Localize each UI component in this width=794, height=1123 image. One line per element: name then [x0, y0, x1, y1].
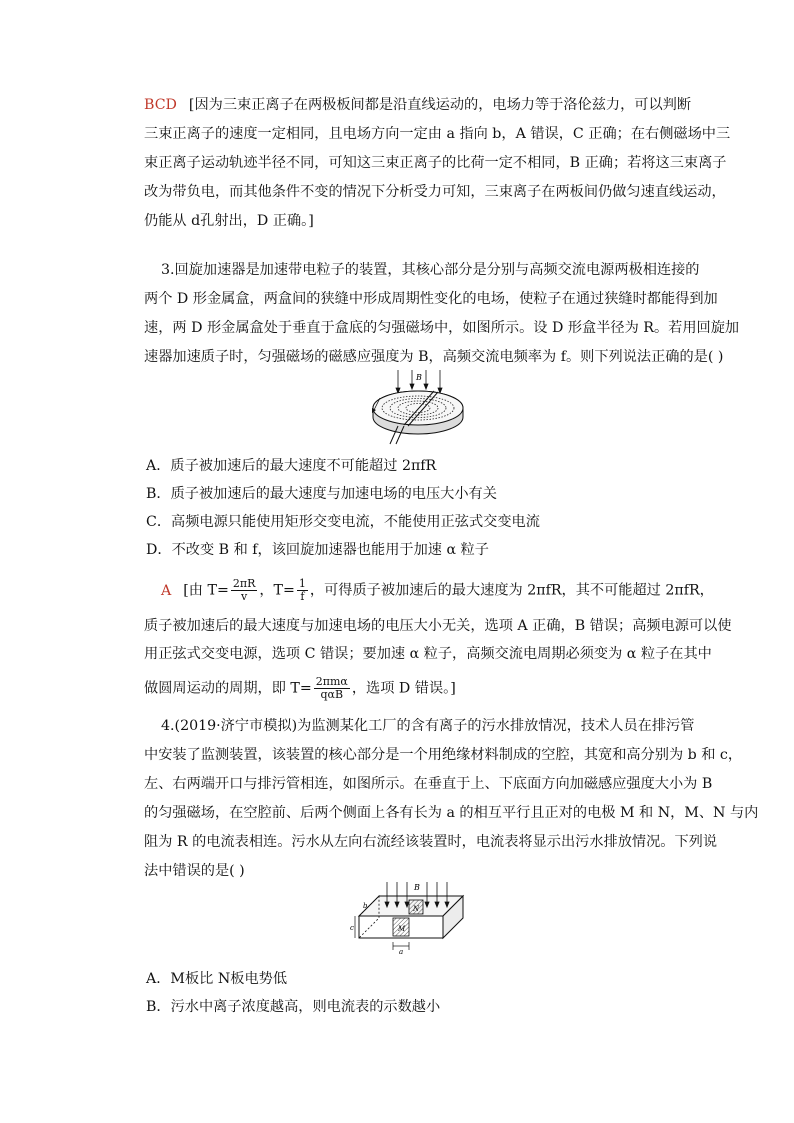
- q3-option-c: C．高频电源只能使用矩形交变电流，不能使用正弦式交变电流: [146, 514, 540, 530]
- q4-line-5: 阻为 R 的电流表相连。污水从左向右流经该装置时，电流表将显示出污水排放情况。下列说: [144, 834, 718, 850]
- p1-line-4: 改为带负电，而其他条件不变的情况下分析受力可知，三束离子在两板间仍做匀速直线运动，: [144, 184, 726, 200]
- p1-answer: BCD: [144, 97, 177, 113]
- q3-answer-line-3: 用正弦式交变电源，选项 C 错误；要加速 α 粒子，高频交流电周期必须变为 α 粒子在其中: [144, 646, 712, 662]
- q3-option-d: D．不改变 B 和 f，该回旋加速器也能用于加速 α 粒子: [146, 542, 489, 558]
- q3-line-4: 速器加速质子时，匀强磁场的磁感应强度为 B，高频交流电频率为 f。则下列说法正确的是( ): [144, 349, 724, 365]
- cyclotron-figure: [360, 368, 480, 448]
- p1-line-2: 三束正离子的速度一定相同，且电场方向一定由 a 指向 b，A 错误，C 正确；在右侧磁场中三: [144, 126, 731, 142]
- q3-option-a: A．质子被加速后的最大速度不可能超过 2πfR: [146, 458, 437, 474]
- p1-line-5: 仍能从 d孔射出，D 正确。]: [144, 213, 314, 229]
- length-a-label: a: [399, 948, 404, 956]
- q3-answer-line-4: 做圆周运动的周期，即 T= $\frac{\text{2πmα}}{\text{qαB}}$ ，选项 D 错误。]: [144, 675, 456, 701]
- q3-line-2: 两个 D 形金属盒，两盒间的狭缝中形成周期性变化的电场，使粒子在通过狭缝时都能得到加: [144, 291, 718, 307]
- fraction-t-3: $\frac{\text{2πmα}}{\text{qαB}}$: [315, 675, 348, 701]
- flowmeter-field-label: B: [414, 883, 420, 892]
- fraction-t-1: $\frac{2\pi R}{v}$: [232, 577, 256, 603]
- q3-answer-line-2: 质子被加速后的最大速度与加速电场的电压大小无关，选项 A 正确，B 错误；高频电源可以使: [144, 618, 732, 634]
- fraction-t-2: $\frac{1}{f}$: [298, 577, 306, 603]
- q4-option-b: B．污水中离子浓度越高，则电流表的示数越小: [146, 999, 441, 1015]
- q3-option-b: B．质子被加速后的最大速度与加速电场的电压大小有关: [146, 486, 497, 502]
- q3-answer-line-1: A [由 T= $\frac{2\pi R}{v}$ ，T= $\frac{1}{f}$ ，可得质子被加速后的最大速度为 2πfR，其不可能超过 2πfR，: [161, 577, 714, 603]
- flowmeter-figure: [345, 880, 475, 956]
- q4-option-a: A．M板比 N板电势低: [146, 971, 288, 987]
- q4-line-4: 的匀强磁场，在空腔前、后两个侧面上各有长为 a 的相互平行且正对的电极 M 和 N，M、N 与内: [144, 805, 759, 821]
- electrode-n-label: N: [413, 905, 420, 913]
- q3-line-1: 3.回旋加速器是加速带电粒子的装置，其核心部分是分别与高频交流电源两极相连接的: [161, 262, 700, 278]
- electrode-m-label: M: [398, 925, 406, 933]
- p1-line-3: 束正离子运动轨迹半径不同，可知这三束正离子的比荷一定不相同，B 正确；若将这三束离子: [144, 155, 727, 171]
- height-c-label: c: [350, 924, 354, 932]
- q4-line-2: 中安装了监测装置，该装置的核心部分是一个用绝缘材料制成的空腔，其宽和高分别为 b 和 c，: [144, 747, 743, 763]
- q4-line-6: 法中错误的是( ): [144, 863, 245, 879]
- q3-line-3: 速，两 D 形金属盒处于垂直于盒底的匀强磁场中，如图所示。设 D 形盒半径为 R。若用回旋加: [144, 320, 740, 336]
- q4-line-3: 左、右两端开口与排污管相连，如图所示。在垂直于上、下底面方向加磁感应强度大小为 B: [144, 776, 713, 792]
- width-b-label: b: [363, 902, 368, 910]
- p1-line-1: BCD [因为三束正离子在两极板间都是沿直线运动的，电场力等于洛伦兹力，可以判断: [144, 97, 692, 113]
- cyclotron-field-label: B: [416, 373, 422, 382]
- q3-answer: A: [161, 582, 172, 599]
- q4-line-1: 4.(2019·济宁市模拟)为监测某化工厂的含有离子的污水排放情况，技术人员在排污管: [161, 718, 695, 734]
